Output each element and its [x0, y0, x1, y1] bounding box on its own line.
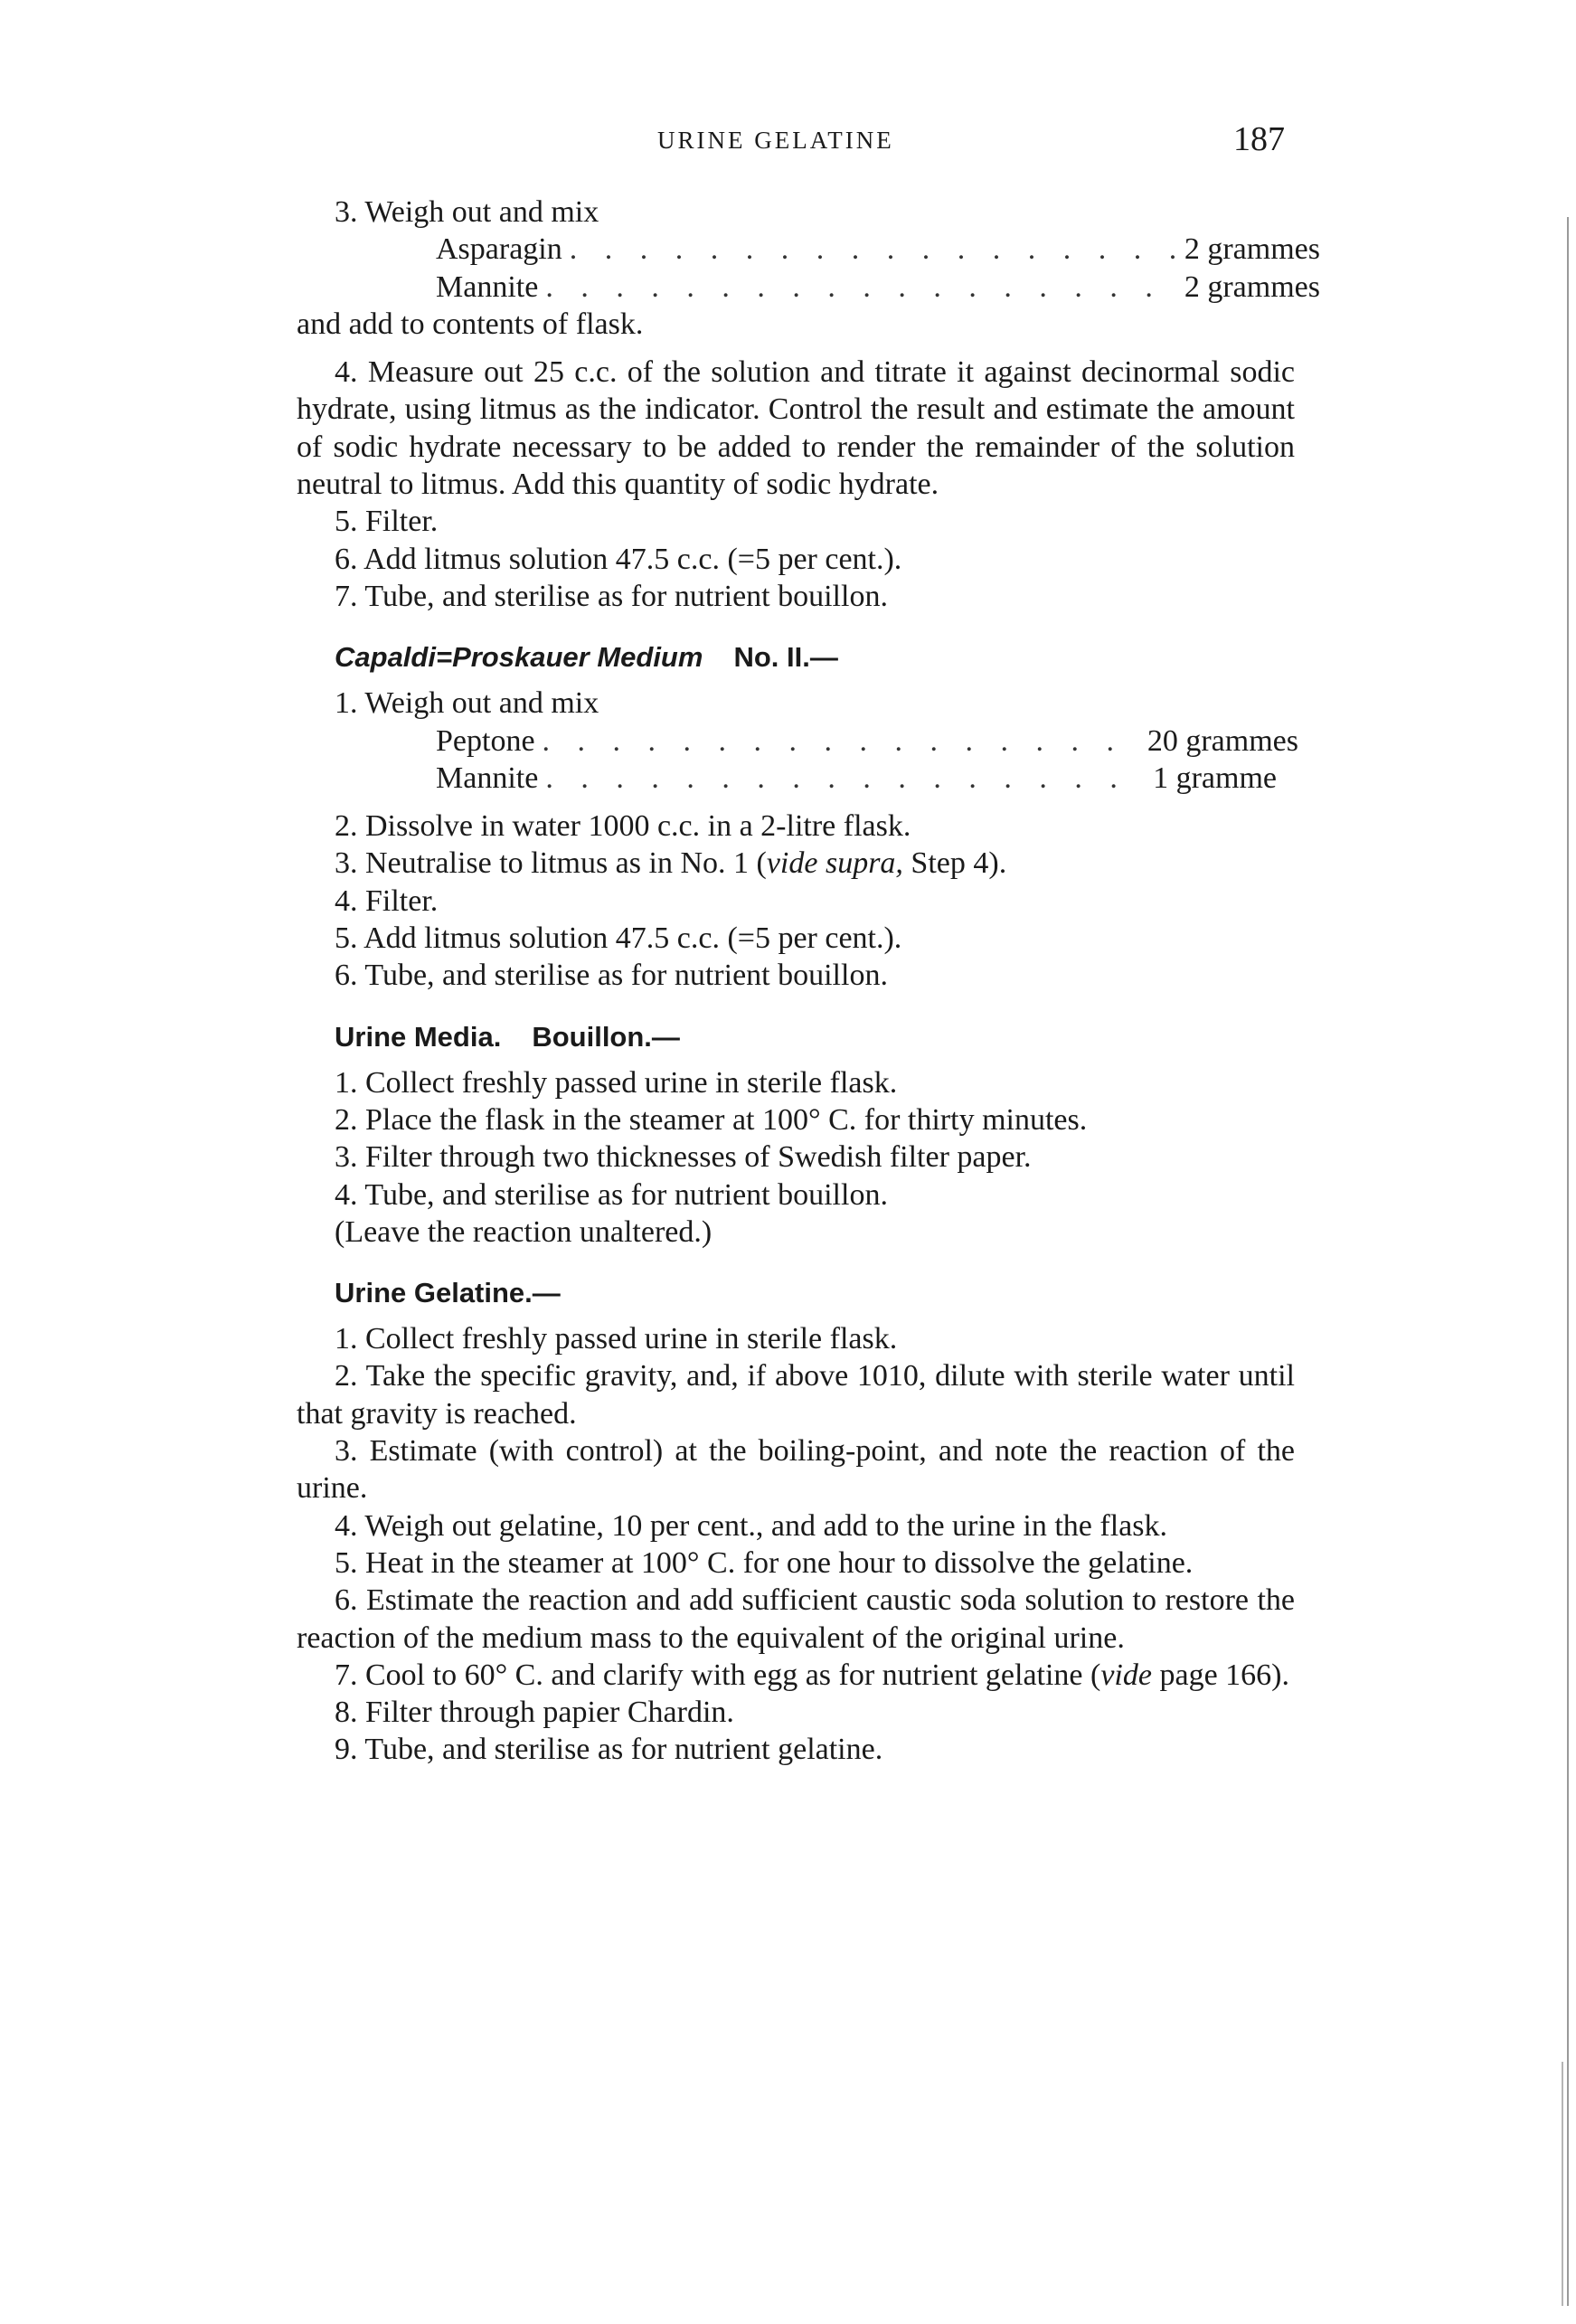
section-urine-gelatine	[297, 1274, 1295, 1769]
running-title: URINE GELATINE	[657, 127, 894, 154]
leader-dots	[543, 723, 1140, 760]
reaction-note: (Leave the reaction unaltered.)	[335, 1214, 713, 1249]
step-8: 8. Filter through papier Chardin.	[335, 1696, 734, 1730]
ingredient-name: Mannite	[436, 760, 539, 795]
ingredient-name: Peptone	[436, 723, 535, 758]
section-heading: Urine Gelatine.—	[335, 1277, 561, 1309]
step-1: 1. Collect freshly passed urine in sterile flask.	[335, 1065, 898, 1100]
ingredient-row	[297, 760, 1298, 797]
step-4: 4. Measure out 25 c.c. of the solution and titrate it against decinormal sodic hydrate, using litmus as the indicator. Control the result and estimate the amount of sodic hydrate necessary to be added to render the remainder of the solution neutral to litmus. Add this quantity of sodic hydrate.	[297, 355, 1295, 502]
leader-dots	[570, 231, 1177, 268]
step-3-intro: 3. Weigh out and mix	[335, 195, 599, 229]
scan-edge-line	[1567, 217, 1569, 2306]
step-7-em: vide	[1100, 1658, 1152, 1692]
step-3-suffix: Step 4).	[902, 846, 1007, 881]
page-body	[297, 194, 1320, 1769]
step-7: 7. Tube, and sterilise as for nutrient bouillon.	[335, 579, 888, 613]
scan-edge-line	[1562, 2062, 1563, 2306]
step-3-end: and add to contents of flask.	[297, 307, 644, 341]
ingredient-amount: 20 grammes	[1147, 723, 1298, 758]
section-heading	[297, 1018, 1295, 1055]
step-2: 2. Dissolve in water 1000 c.c. in a 2-litre flask.	[335, 809, 911, 844]
step-2: 2. Place the flask in the steamer at 100° C. for thirty minutes.	[335, 1102, 1088, 1137]
leader-dots	[545, 760, 1146, 797]
step-1-intro: 1. Weigh out and mix	[335, 686, 599, 721]
heading-urine-media: Urine Media.	[335, 1020, 502, 1053]
step-7-suffix: page 166).	[1151, 1658, 1289, 1692]
section-heading	[297, 638, 1295, 675]
step-2: 2. Take the specific gravity, and, if above 1010, dilute with sterile water until that gravity is reached.	[297, 1359, 1295, 1431]
step-3-prefix: 3. Neutralise to litmus as in No. 1 (	[335, 846, 767, 881]
step-5: 5. Add litmus solution 47.5 c.c. (=5 per cent.).	[335, 921, 902, 956]
step-3: 3. Estimate (with control) at the boiling-point, and note the reaction of the urine.	[297, 1434, 1295, 1506]
heading-medium-name: Capaldi=Proskauer Medium	[335, 641, 703, 674]
step-3-em: vide supra,	[766, 846, 903, 881]
step-4: 4. Weigh out gelatine, 10 per cent., and add to the urine in the flask.	[335, 1508, 1167, 1543]
ingredient-name: Asparagin	[436, 232, 562, 267]
ingredient-row	[297, 231, 1320, 268]
section-capaldi-proskauer	[297, 638, 1298, 994]
step-3: 3. Filter through two thicknesses of Swedish filter paper.	[335, 1140, 1032, 1175]
page-number: 187	[1233, 120, 1285, 158]
step-5: 5. Heat in the steamer at 100° C. for one hour to dissolve the gelatine.	[335, 1545, 1194, 1580]
page-header	[0, 120, 1576, 161]
ingredient-amount: 2 grammes	[1184, 269, 1320, 304]
step-6: 6. Add litmus solution 47.5 c.c. (=5 per cent.).	[335, 542, 902, 576]
step-7	[297, 1657, 1295, 1694]
ingredient-amount: 1 gramme	[1153, 760, 1277, 795]
ingredient-row	[297, 269, 1320, 306]
step-3	[297, 845, 1295, 882]
ingredient-name: Mannite	[436, 269, 539, 304]
step-9: 9. Tube, and sterilise as for nutrient gelatine.	[335, 1733, 883, 1767]
heading-medium-number: No. II.—	[733, 641, 838, 674]
heading-bouillon: Bouillon.—	[532, 1020, 680, 1053]
step-4: 4. Tube, and sterilise as for nutrient bouillon.	[335, 1177, 888, 1212]
medium-continuation	[297, 194, 1320, 615]
step-1: 1. Collect freshly passed urine in sterile flask.	[335, 1322, 898, 1356]
leader-dots	[545, 269, 1177, 306]
ingredient-row	[297, 723, 1298, 760]
step-6: 6. Estimate the reaction and add sufficient caustic soda solution to restore the reaction of the medium mass to the equivalent of the original urine.	[297, 1583, 1295, 1655]
step-5: 5. Filter.	[335, 505, 439, 539]
step-6: 6. Tube, and sterilise as for nutrient bouillon.	[335, 959, 888, 993]
step-7-prefix: 7. Cool to 60° C. and clarify with egg as for nutrient gelatine (	[335, 1658, 1101, 1692]
section-urine-media	[297, 1018, 1295, 1251]
ingredient-amount: 2 grammes	[1184, 232, 1320, 267]
step-4: 4. Filter.	[335, 883, 439, 918]
